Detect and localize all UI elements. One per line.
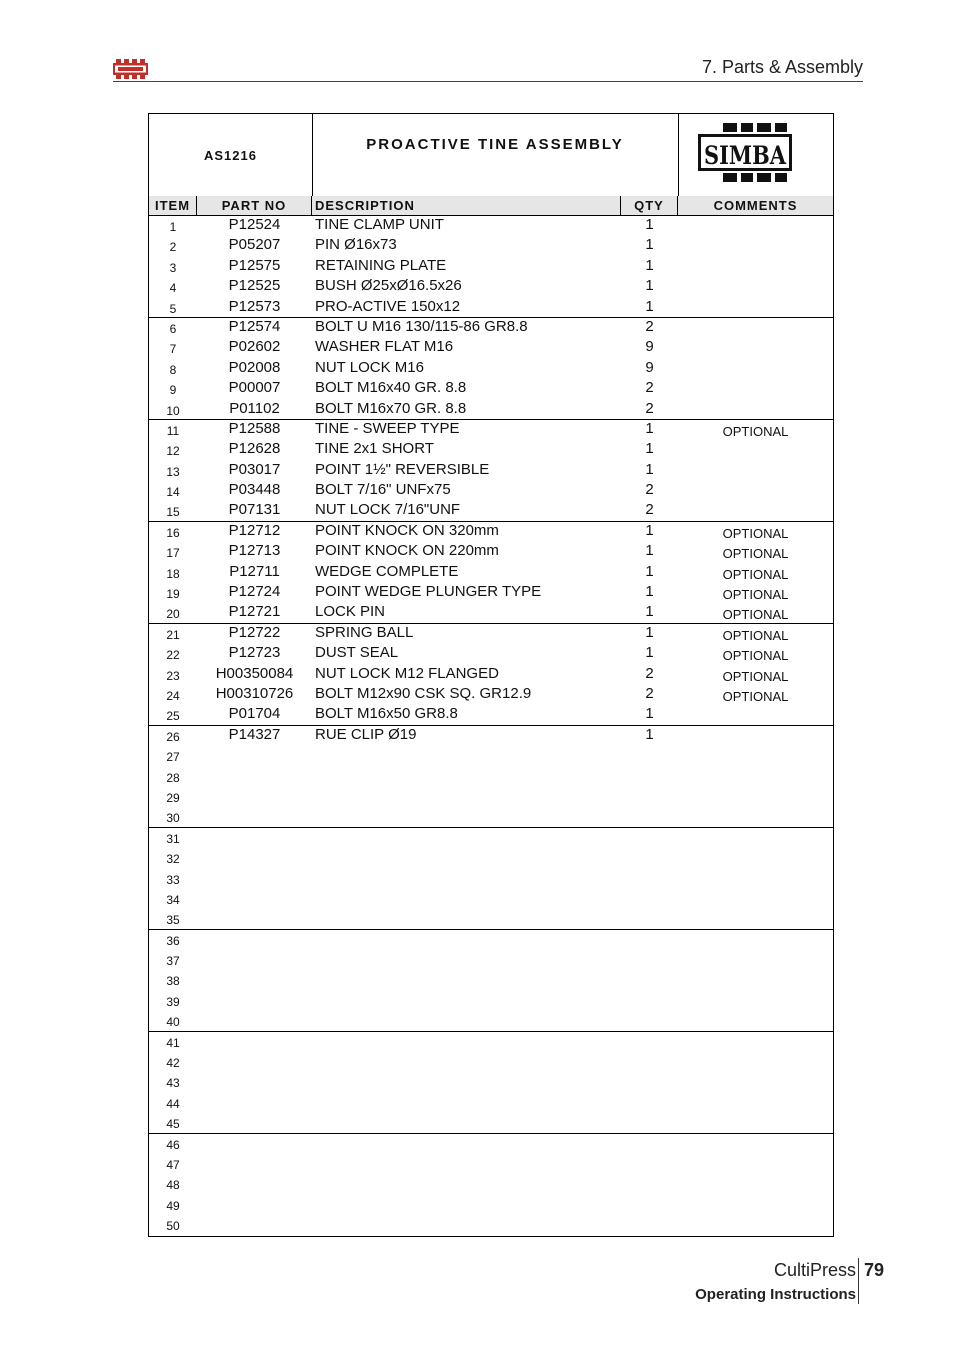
item-number: 23 — [166, 668, 180, 683]
part-description: POINT 1½" REVERSIBLE — [315, 460, 490, 478]
item-number: 45 — [166, 1117, 180, 1132]
table-row — [149, 522, 833, 542]
col-comments-header: COMMENTS — [713, 198, 798, 213]
item-number: 41 — [166, 1035, 180, 1050]
part-description: TINE 2x1 SHORT — [315, 440, 434, 458]
table-row — [149, 807, 833, 827]
part-number: H00310726 — [215, 684, 294, 702]
part-number: P01102 — [229, 399, 280, 417]
table-row — [149, 216, 833, 236]
table-row — [149, 379, 833, 399]
part-quantity: 1 — [645, 419, 654, 437]
table-row — [149, 787, 833, 807]
simba-logo-text: SIMBA — [704, 141, 787, 170]
item-number: 12 — [166, 444, 180, 459]
table-row — [149, 1195, 833, 1215]
item-number: 4 — [169, 281, 177, 296]
table-row — [149, 257, 833, 277]
page-number: 79 — [864, 1260, 885, 1280]
part-description: BOLT M16x40 GR. 8.8 — [315, 379, 467, 397]
part-number: P12574 — [228, 317, 281, 335]
part-number: P07131 — [228, 501, 281, 519]
part-comment: OPTIONAL — [722, 607, 789, 623]
col-part-header: PART NO — [197, 196, 312, 215]
item-number: 39 — [166, 994, 180, 1009]
table-row — [149, 970, 833, 990]
part-number: P14327 — [228, 725, 281, 743]
item-number: 40 — [166, 1015, 180, 1030]
part-number: P12573 — [228, 297, 281, 315]
item-number: 29 — [166, 790, 180, 805]
part-description: PIN Ø16x73 — [315, 236, 397, 254]
part-comment: OPTIONAL — [722, 423, 789, 439]
part-number: P02602 — [228, 338, 281, 356]
part-quantity: 2 — [645, 684, 654, 702]
item-number: 24 — [166, 688, 180, 703]
part-number: P12724 — [228, 583, 281, 601]
item-number: 17 — [166, 546, 180, 561]
table-row — [149, 1032, 833, 1052]
simba-logo — [678, 114, 834, 196]
table-row — [149, 542, 833, 562]
part-number: P02008 — [228, 358, 281, 376]
part-quantity: 2 — [645, 399, 654, 417]
simba-logo-small-icon — [113, 59, 148, 79]
part-quantity: 1 — [645, 623, 654, 641]
table-row — [149, 950, 833, 970]
table-row — [149, 318, 833, 338]
item-number: 28 — [166, 770, 180, 785]
part-quantity: 1 — [645, 236, 654, 254]
parts-sheet — [148, 113, 834, 1237]
table-row — [149, 420, 833, 440]
part-description: TINE - SWEEP TYPE — [315, 419, 460, 437]
part-comment: OPTIONAL — [722, 566, 789, 582]
item-number: 15 — [166, 505, 180, 520]
table-row — [149, 1093, 833, 1113]
item-number: 47 — [166, 1157, 180, 1172]
part-description: RETAINING PLATE — [315, 256, 447, 274]
item-number: 21 — [166, 627, 180, 642]
table-row — [149, 848, 833, 868]
part-description: WASHER FLAT M16 — [315, 338, 454, 356]
table-row — [149, 501, 833, 521]
part-description: WEDGE COMPLETE — [315, 562, 459, 580]
part-number: P01704 — [228, 705, 281, 723]
col-item-header: ITEM — [149, 196, 197, 215]
part-description: BOLT M16x50 GR8.8 — [315, 705, 458, 723]
product-name: CultiPress — [773, 1260, 856, 1280]
part-quantity: 2 — [645, 664, 654, 682]
item-number: 19 — [166, 587, 180, 602]
item-number: 18 — [166, 566, 180, 581]
part-comment: OPTIONAL — [722, 668, 789, 684]
item-number: 11 — [166, 423, 180, 438]
table-row — [149, 685, 833, 705]
parts-list — [149, 216, 833, 1236]
part-number: P05207 — [228, 236, 281, 254]
table-row — [149, 583, 833, 603]
simba-logo-icon — [679, 114, 834, 196]
part-quantity: 2 — [645, 379, 654, 397]
item-number: 6 — [169, 321, 177, 336]
header-rule — [113, 81, 863, 82]
section-title: 7. Parts & Assembly — [701, 57, 863, 77]
item-number: 44 — [166, 1096, 180, 1111]
part-description: DUST SEAL — [315, 644, 399, 662]
item-number: 31 — [166, 831, 180, 846]
part-quantity: 1 — [645, 460, 654, 478]
part-number: P12723 — [228, 644, 281, 662]
table-row — [149, 236, 833, 256]
part-number: P12588 — [228, 419, 281, 437]
item-number: 26 — [166, 729, 180, 744]
table-row — [149, 1134, 833, 1154]
assembly-title: PROACTIVE TINE ASSEMBLY — [366, 135, 624, 153]
part-quantity: 1 — [645, 725, 654, 743]
item-number: 9 — [169, 383, 177, 398]
table-row — [149, 298, 833, 318]
table-row — [149, 1174, 833, 1194]
table-row — [149, 746, 833, 766]
part-number: P12712 — [228, 521, 281, 539]
table-row — [149, 440, 833, 460]
part-number: P03017 — [228, 460, 281, 478]
part-number: P12575 — [228, 256, 281, 274]
table-row — [149, 889, 833, 909]
item-number: 20 — [166, 607, 180, 622]
item-number: 16 — [166, 525, 180, 540]
item-number: 25 — [166, 709, 180, 724]
item-number: 3 — [169, 260, 177, 275]
item-number: 22 — [166, 648, 180, 663]
part-description: BOLT 7/16" UNFx75 — [315, 481, 451, 499]
item-number: 38 — [166, 974, 180, 989]
table-row — [149, 338, 833, 358]
table-row — [149, 665, 833, 685]
part-quantity: 1 — [645, 705, 654, 723]
footer-divider — [858, 1258, 859, 1304]
part-description: TINE CLAMP UNIT — [315, 216, 444, 233]
part-description: POINT KNOCK ON 220mm — [315, 542, 499, 560]
item-number: 10 — [166, 403, 180, 418]
part-quantity: 1 — [645, 256, 654, 274]
item-number: 34 — [166, 892, 180, 907]
part-quantity: 1 — [645, 521, 654, 539]
table-row — [149, 481, 833, 501]
part-number: P00007 — [228, 379, 281, 397]
item-number: 50 — [166, 1219, 180, 1234]
table-row — [149, 603, 833, 623]
item-number: 27 — [166, 750, 180, 765]
table-row — [149, 1011, 833, 1031]
table-row — [149, 1072, 833, 1092]
item-number: 33 — [166, 872, 180, 887]
table-row — [149, 1154, 833, 1174]
part-description: BOLT M16x70 GR. 8.8 — [315, 399, 467, 417]
part-quantity: 1 — [645, 297, 654, 315]
table-row — [149, 359, 833, 379]
part-description: BOLT M12x90 CSK SQ. GR12.9 — [315, 684, 532, 702]
table-row — [149, 644, 833, 664]
part-comment: OPTIONAL — [722, 688, 789, 704]
table-row — [149, 828, 833, 848]
table-row — [149, 624, 833, 644]
col-description-header: DESCRIPTION — [312, 196, 621, 215]
table-row — [149, 705, 833, 725]
table-row — [149, 930, 833, 950]
part-comment: OPTIONAL — [722, 627, 789, 643]
part-number: H00350084 — [215, 664, 294, 682]
part-description: POINT WEDGE PLUNGER TYPE — [315, 583, 542, 601]
item-number: 8 — [169, 362, 177, 377]
table-row — [149, 1215, 833, 1235]
table-row — [149, 277, 833, 297]
table-row — [149, 563, 833, 583]
item-number: 13 — [166, 464, 180, 479]
item-number: 35 — [166, 913, 180, 928]
table-row — [149, 461, 833, 481]
part-quantity: 1 — [645, 583, 654, 601]
part-comment: OPTIONAL — [722, 648, 789, 664]
item-number: 42 — [166, 1056, 180, 1071]
part-quantity: 1 — [645, 644, 654, 662]
part-comment: OPTIONAL — [722, 546, 789, 562]
col-qty-header: QTY — [621, 196, 678, 215]
part-quantity: 2 — [645, 501, 654, 519]
part-number: P12711 — [229, 562, 280, 580]
item-number: 48 — [166, 1178, 180, 1193]
item-number: 1 — [169, 220, 177, 234]
item-number: 46 — [166, 1137, 180, 1152]
part-quantity: 9 — [645, 338, 654, 356]
table-row — [149, 1113, 833, 1133]
part-description: NUT LOCK 7/16"UNF — [315, 501, 461, 519]
assembly-code: AS1216 — [149, 114, 313, 196]
part-number: P12628 — [228, 440, 281, 458]
table-row — [149, 991, 833, 1011]
part-description: RUE CLIP Ø19 — [315, 725, 417, 743]
table-row — [149, 869, 833, 889]
part-number: P03448 — [228, 481, 281, 499]
part-quantity: 1 — [645, 603, 654, 621]
item-number: 32 — [166, 852, 180, 867]
part-number: P12722 — [228, 623, 281, 641]
part-description: SPRING BALL — [315, 623, 414, 641]
sheet-header — [149, 114, 833, 197]
column-header-row — [149, 196, 833, 216]
part-quantity: 9 — [645, 358, 654, 376]
item-number: 43 — [166, 1076, 180, 1091]
part-number: P12525 — [228, 277, 281, 295]
part-quantity: 1 — [645, 216, 654, 233]
part-description: NUT LOCK M16 — [315, 358, 424, 376]
part-comment: OPTIONAL — [722, 525, 789, 541]
table-row — [149, 1052, 833, 1072]
part-number: P12524 — [228, 216, 281, 233]
item-number: 36 — [166, 933, 180, 948]
table-row — [149, 909, 833, 929]
part-quantity: 1 — [645, 562, 654, 580]
part-quantity: 1 — [645, 542, 654, 560]
document-subtitle: Operating Instructions — [695, 1286, 856, 1303]
part-description: POINT KNOCK ON 320mm — [315, 521, 499, 539]
part-number: P12713 — [228, 542, 281, 560]
item-number: 2 — [169, 240, 177, 255]
part-comment: OPTIONAL — [722, 587, 789, 603]
part-description: BOLT U M16 130/115-86 GR8.8 — [315, 317, 528, 335]
part-description: PRO-ACTIVE 150x12 — [315, 297, 461, 315]
item-number: 7 — [169, 342, 177, 357]
part-quantity: 2 — [645, 317, 654, 335]
item-number: 49 — [166, 1198, 180, 1213]
part-description: BUSH Ø25xØ16.5x26 — [315, 277, 462, 295]
item-number: 14 — [166, 485, 180, 500]
item-number: 37 — [166, 954, 180, 969]
table-row — [149, 400, 833, 420]
part-quantity: 1 — [645, 440, 654, 458]
table-row — [149, 726, 833, 746]
part-quantity: 1 — [645, 277, 654, 295]
item-number: 5 — [169, 301, 177, 316]
part-number: P12721 — [228, 603, 281, 621]
part-quantity: 2 — [645, 481, 654, 499]
part-description: NUT LOCK M12 FLANGED — [315, 664, 499, 682]
item-number: 30 — [166, 811, 180, 826]
table-row — [149, 767, 833, 787]
part-description: LOCK PIN — [315, 603, 386, 621]
